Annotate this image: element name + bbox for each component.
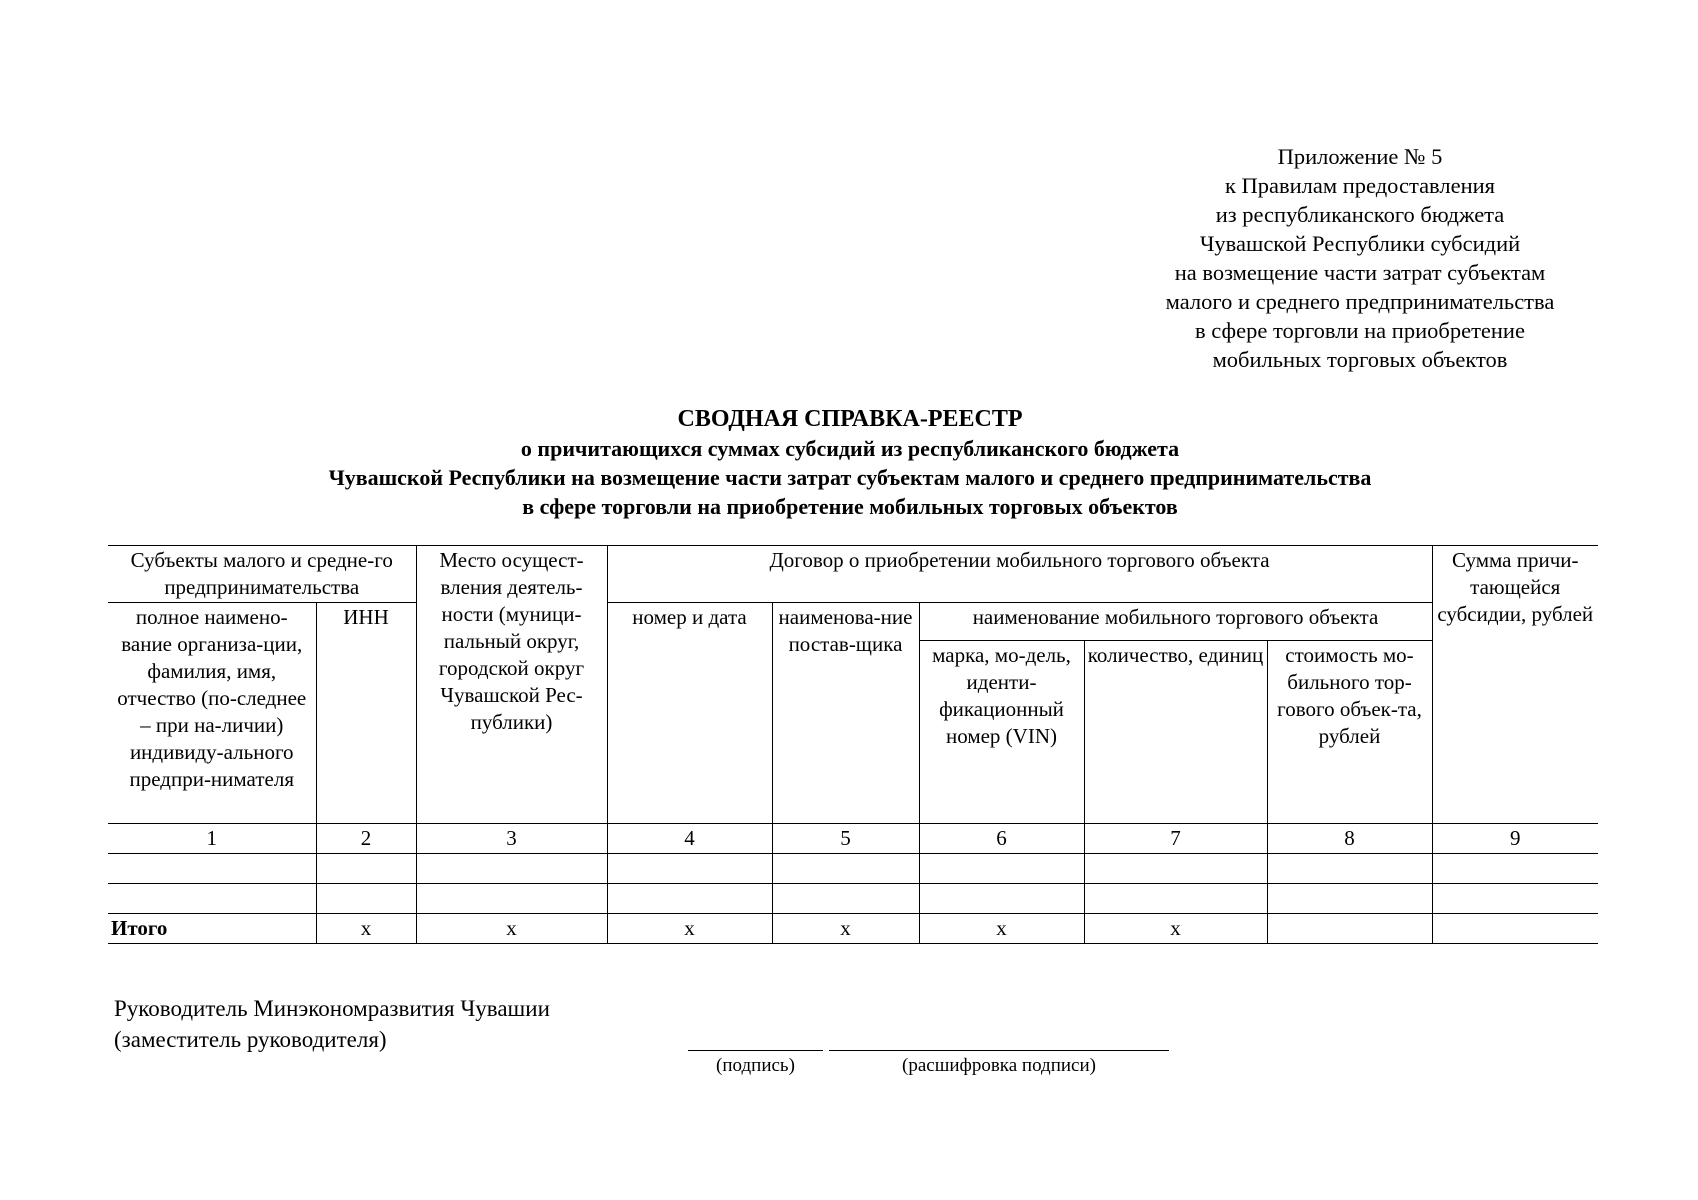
header-contract: Договор о приобретении мобильного торгового объекта xyxy=(607,546,1432,603)
title-line: в сфере торговли на приобретение мобильных торговых объектов xyxy=(522,494,1178,519)
header-supplier: наименова-ние постав-щика xyxy=(772,603,919,824)
header-place: Место осущест-вления деятель-ности (муници-пальный округ, городской округ Чувашской Рес-публики) xyxy=(416,546,607,824)
appendix-line: Приложение № 5 xyxy=(1277,144,1443,169)
empty-cell xyxy=(1084,884,1267,914)
empty-cell xyxy=(607,854,772,884)
header-full-name: полное наимено-вание организа-ции, фамилия, имя, отчество (по-следнее – при на-личии) индивиду-ального предпри-нимателя xyxy=(108,603,316,824)
empty-cell xyxy=(607,884,772,914)
header-cost: стоимость мо-бильного тор-гового объек-та, рублей xyxy=(1267,641,1432,824)
header-inn: ИНН xyxy=(316,603,416,824)
appendix-line: мобильных торговых объектов xyxy=(1212,347,1508,372)
empty-cell xyxy=(416,854,607,884)
total-cell: х xyxy=(1084,914,1267,944)
signature-line xyxy=(688,1050,823,1051)
empty-cell xyxy=(316,854,416,884)
total-cell xyxy=(1432,914,1598,944)
column-number: 1 xyxy=(108,824,316,854)
column-number: 4 xyxy=(607,824,772,854)
appendix-block xyxy=(1100,142,1620,374)
header-brand: марка, мо-дель, иденти-фикационный номер (VIN) xyxy=(919,641,1084,824)
total-cell: х xyxy=(607,914,772,944)
empty-cell xyxy=(772,854,919,884)
table-row xyxy=(108,854,1598,884)
column-number: 3 xyxy=(416,824,607,854)
signatory-role xyxy=(114,993,550,1055)
appendix-line: малого и среднего предпринимательства xyxy=(1165,289,1555,314)
empty-cell xyxy=(1267,854,1432,884)
total-cell: х xyxy=(316,914,416,944)
column-number: 6 xyxy=(919,824,1084,854)
appendix-line: Чувашской Республики субсидий xyxy=(1199,231,1521,256)
empty-cell xyxy=(316,884,416,914)
empty-cell xyxy=(1084,854,1267,884)
document-title xyxy=(100,405,1600,521)
header-number-date: номер и дата xyxy=(607,603,772,824)
total-row xyxy=(108,914,1598,944)
header-subjects: Субъекты малого и средне-го предпринимательства xyxy=(108,546,416,603)
column-number: 8 xyxy=(1267,824,1432,854)
header-sum: Сумма причи-тающейся субсидии, рублей xyxy=(1432,546,1598,824)
signature-caption: (подпись) xyxy=(716,1055,795,1076)
column-number: 5 xyxy=(772,824,919,854)
signature-decode-line xyxy=(829,1050,1169,1051)
registry-table xyxy=(108,545,1598,944)
empty-cell xyxy=(1432,884,1598,914)
total-cell: х xyxy=(416,914,607,944)
total-cell: х xyxy=(919,914,1084,944)
column-number: 7 xyxy=(1084,824,1267,854)
empty-cell xyxy=(1432,854,1598,884)
total-cell xyxy=(1267,914,1432,944)
column-number: 2 xyxy=(316,824,416,854)
signature-decode-caption: (расшифровка подписи) xyxy=(902,1055,1096,1076)
empty-cell xyxy=(108,854,316,884)
empty-cell xyxy=(1267,884,1432,914)
appendix-line: на возмещение части затрат субъектам xyxy=(1174,260,1546,285)
title-line: о причитающихся суммах субсидий из республиканского бюджета xyxy=(520,436,1180,461)
signatory-role-line: Руководитель Минэкономразвития Чувашии xyxy=(114,996,550,1021)
empty-cell xyxy=(108,884,316,914)
title-main: СВОДНАЯ СПРАВКА-РЕЕСТР xyxy=(677,406,1023,432)
empty-cell xyxy=(416,884,607,914)
title-line: Чувашской Республики на возмещение части затрат субъектам малого и среднего предпринимательства xyxy=(328,465,1372,490)
empty-cell xyxy=(919,884,1084,914)
column-number: 9 xyxy=(1432,824,1598,854)
total-label: Итого xyxy=(108,914,316,944)
table-row xyxy=(108,884,1598,914)
signatory-role-line: (заместитель руководителя) xyxy=(114,1027,387,1052)
header-quantity: количество, единиц xyxy=(1084,641,1267,824)
total-cell: х xyxy=(772,914,919,944)
empty-cell xyxy=(919,854,1084,884)
empty-cell xyxy=(772,884,919,914)
appendix-line: в сфере торговли на приобретение xyxy=(1195,318,1525,343)
appendix-line: из республиканского бюджета xyxy=(1215,202,1505,227)
appendix-line: к Правилам предоставления xyxy=(1224,173,1496,198)
header-object: наименование мобильного торгового объекта xyxy=(919,603,1432,641)
